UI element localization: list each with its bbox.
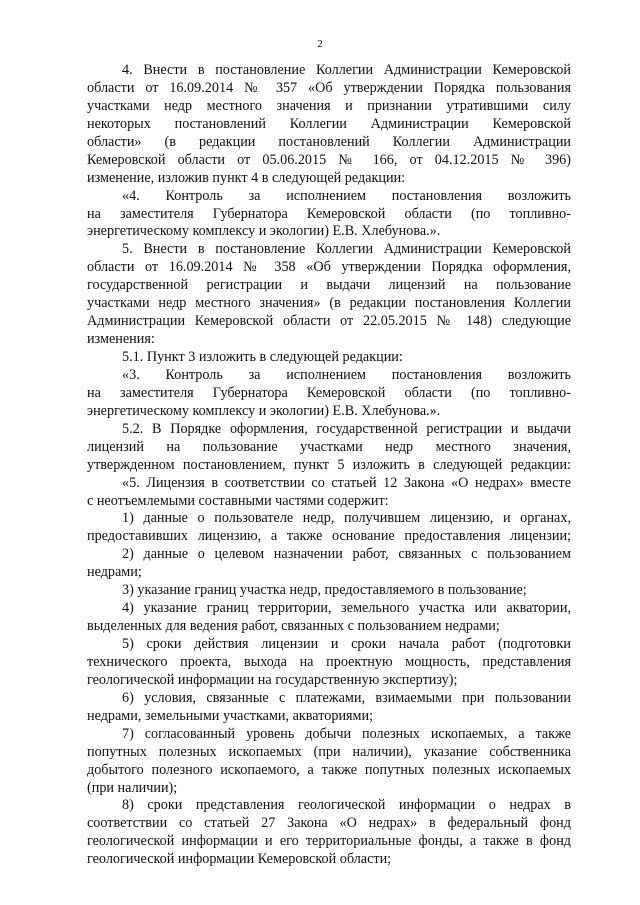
text-line: области от 16.09.2014 № 358 «Об утверждении Порядка оформления, [87,259,571,276]
text-line: добытого полезного ископаемого, а также попутных полезных ископаемых [87,761,571,778]
text-line: на заместителя Губернатора Кемеровской области (по топливно- [87,384,571,401]
text-line: 6) условия, связанные с платежами, взимаемыми при пользовании [122,689,571,706]
text-line: Кемеровской области от 05.06.2015 № 166, от 04.12.2015 № 396) [87,151,571,168]
text-line: государственной регистрации и выдачи лицензий на пользование [87,277,571,294]
text-line: 4. Внести в постановление Коллегии Администрации Кемеровской [122,62,571,78]
text-line: энергетическому комплексу и экологии) Е.В. Хлебунова.». [87,223,441,240]
text-line: «4. Контроль за исполнением постановления возложить [122,187,571,204]
text-line: 1) данные о пользователе недр, получившем лицензию, и органах, [122,510,571,527]
text-line: 2) данные о целевом назначении работ, связанных с пользованием [122,546,571,563]
text-line: «3. Контроль за исполнением постановления возложить [122,366,571,383]
text-line: энергетическому комплексу и экологии) Е.В. Хлебунова.». [87,402,441,419]
text-line: геологической информации и его территориальные фонды, а также в фонд [87,833,571,850]
text-line: 7) согласованный уровень добычи полезных ископаемых, а также [122,725,571,742]
text-line: лицензий на пользование участками недр местного значения, [87,438,571,455]
text-line: участками недр местного значения» (в редакции постановления Коллегии [87,295,571,312]
document-body [87,62,571,869]
text-line: на заместителя Губернатора Кемеровской области (по топливно- [87,205,571,222]
text-line: изменение, изложив пункт 4 в следующей редакции: [87,169,406,186]
text-line: с неотъемлемыми составными частями содержит: [87,492,389,509]
text-line: области от 16.09.2014 № 357 «Об утверждении Порядка пользования [87,79,571,96]
text-line: области» (в редакции постановлений Коллегии Администрации [87,133,571,150]
text-line: предоставивших лицензию, а также основание предоставления лицензии; [87,528,571,545]
text-line: геологической информации Кемеровской области; [87,851,392,868]
text-line: 4) указание границ территории, земельного участка или акватории, [122,600,571,617]
text-line: соответствии со статьей 27 Закона «О недрах» в федеральный фонд [87,815,571,832]
text-line: «5. Лицензия в соответствии со статьей 12 Закона «О недрах» вместе [122,474,571,491]
text-line: 5.2. В Порядке оформления, государственной регистрации и выдачи [122,420,571,437]
text-line: 3) указание границ участка недр, предоставляемого в пользование; [122,582,527,599]
text-line: утвержденном постановлением, пункт 5 изложить в следующей редакции: [87,456,571,473]
text-line: Администрации Кемеровской области от 22.05.2015 № 148) следующие [87,313,571,330]
text-line: участками недр местного значения и признании утратившими силу [87,97,571,114]
text-line: изменения: [87,331,155,348]
page-number: 2 [317,38,323,50]
text-line: 5. Внести в постановление Коллегии Администрации Кемеровской [122,241,571,258]
text-line: 5.1. Пункт 3 изложить в следующей редакции: [122,349,403,365]
text-line: выделенных для ведения работ, связанных с пользованием недрами; [87,618,500,635]
text-line: технического проекта, выхода на проектную мощность, представления [87,653,571,670]
text-line: недрами; [87,564,142,581]
text-line: (при наличии); [87,779,178,796]
text-line: геологической информации на государственную экспертизу); [87,671,458,688]
text-line: 8) сроки представления геологической информации о недрах в [122,797,571,814]
text-line: попутных полезных ископаемых (при наличии), указание собственника [87,743,571,760]
text-line: 5) сроки действия лицензии и сроки начала работ (подготовки [122,636,571,652]
text-line: некоторых постановлений Коллегии Администрации Кемеровской [87,115,571,132]
text-line: недрами, земельными участками, акваториями; [87,707,374,724]
